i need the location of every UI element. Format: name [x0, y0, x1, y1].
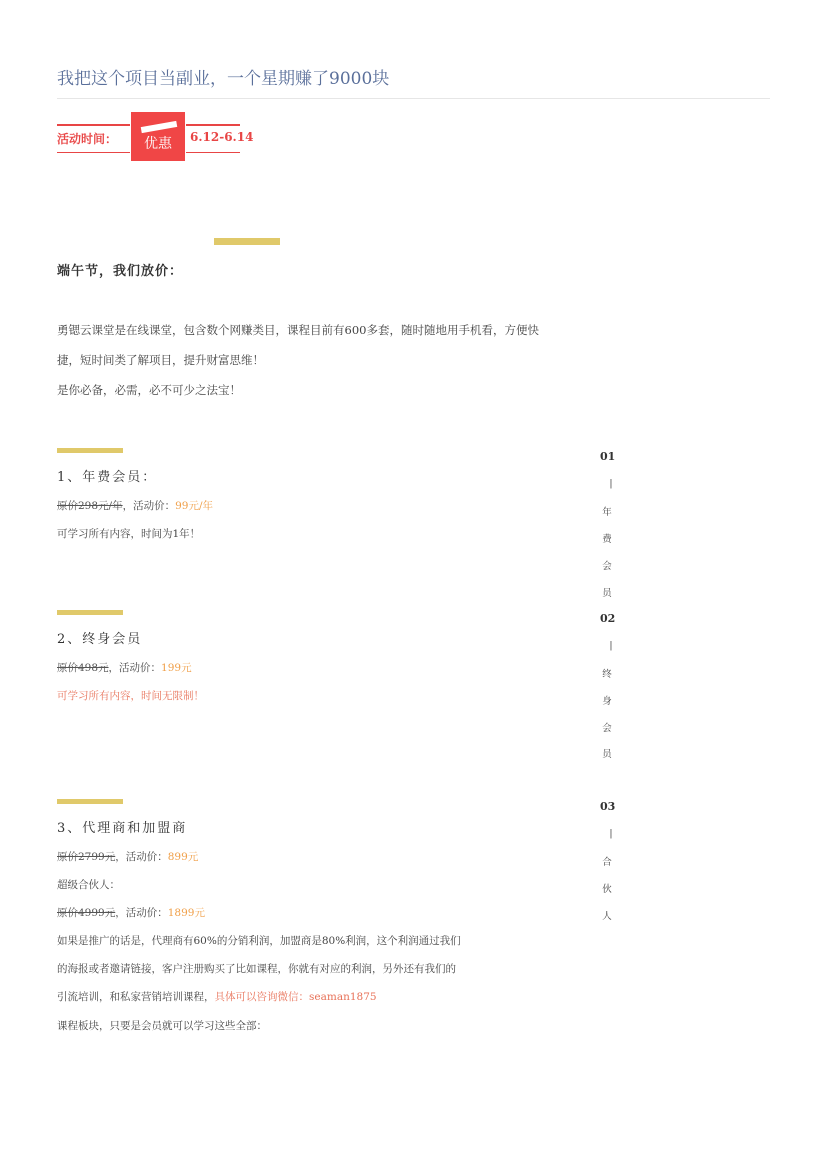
section-2-note: 可学习所有内容，时间无限制！: [57, 690, 204, 702]
side-nav-1-char: |: [609, 478, 613, 489]
side-nav-1-char: 费: [602, 534, 612, 545]
side-nav-3-number: 03: [600, 800, 616, 813]
side-nav-2-char: 身: [602, 696, 612, 707]
promo-badge: 优惠: [131, 112, 185, 161]
title-divider: [57, 98, 770, 99]
section-3-heading: 3、代理商和加盟商: [57, 821, 188, 836]
section-3-para-3: [57, 989, 377, 1004]
side-nav-2-char: 会: [602, 723, 612, 734]
section-1-heading: 1、年费会员：: [57, 470, 158, 485]
intro-heading: 端午节，我们放价：: [57, 264, 184, 279]
side-nav-3-char: 合: [602, 857, 612, 868]
section-3-accent-bar: [57, 799, 123, 804]
section-3-price-sep: ，活动价：: [115, 851, 168, 863]
promo-date: 6.12-6.14: [190, 130, 254, 144]
section-3-partner-price-sep: ，活动价：: [115, 907, 168, 919]
side-nav-1-number: 01: [600, 450, 616, 463]
intro-line-2: 捷，短时间类了解项目，提升财富思维！: [57, 353, 264, 367]
section-3-sub-label: 超级合伙人：: [57, 879, 120, 891]
promo-line-right: [186, 124, 240, 126]
section-2-price-line: [57, 660, 192, 675]
section-1-original-price: 原价298元/年: [57, 500, 123, 512]
page-title: 我把这个项目当副业，一个星期赚了9000块: [57, 69, 390, 89]
promo-label: 活动时间：: [57, 132, 118, 146]
section-3-partner-original-price: 原价4999元: [57, 907, 116, 919]
section-2-price-sep: ，活动价：: [108, 662, 162, 674]
promo-line-left: [57, 124, 130, 126]
section-2-accent-bar: [57, 610, 123, 615]
section-2-heading: 2、终身会员: [57, 632, 143, 647]
side-nav-2-char: 终: [602, 669, 612, 680]
section-3-para-1: 如果是推广的话是，代理商有60%的分销利润，加盟商是80%利润，这个利润通过我们: [57, 935, 461, 947]
section-3-partner-price-line: [57, 905, 205, 920]
section-2-sale-price: 199元: [161, 662, 192, 674]
intro-accent-bar: [214, 238, 280, 245]
intro-line-3: 是你必备，必需，必不可少之法宝！: [57, 383, 241, 397]
contact-wechat: 具体可以咨询微信：seaman1875: [214, 991, 377, 1003]
section-3-para-3-text: 引流培训，和私家营销培训课程，: [57, 991, 215, 1003]
section-3-partner-sale-price: 1899元: [167, 907, 205, 919]
side-nav-1-char: 会: [602, 561, 612, 572]
side-nav-3-char: |: [609, 828, 613, 839]
side-nav-1-char: 年: [602, 507, 612, 518]
side-nav-3-char: 人: [602, 911, 612, 922]
side-nav-1-char: 员: [602, 588, 612, 599]
promo-line-left-bottom: [57, 152, 130, 153]
side-nav-2-char: 员: [602, 749, 612, 760]
intro-line-1: 勇锶云课堂是在线课堂，包含数个网赚类目，课程目前有600多套，随时随地用手机看，方便快: [57, 323, 539, 337]
section-1-price-sep: ，活动价：: [122, 500, 176, 512]
section-3-price-line: [57, 849, 198, 864]
section-1-note: 可学习所有内容，时间为1年！: [57, 528, 201, 540]
section-1-accent-bar: [57, 448, 123, 453]
section-1-sale-price: 99元/年: [175, 500, 213, 512]
section-1-price-line: [57, 498, 213, 513]
promo-line-right-bottom: [186, 152, 240, 153]
section-3-para-2: 的海报或者邀请链接，客户注册购买了比如课程，你就有对应的利润，另外还有我们的: [57, 963, 456, 975]
section-3-para-4: 课程板块，只要是会员就可以学习这些全部：: [57, 1020, 267, 1032]
section-3-sale-price: 899元: [167, 851, 199, 863]
section-2-original-price: 原价498元: [57, 662, 109, 674]
side-nav-3-char: 伙: [602, 884, 612, 895]
side-nav-2-number: 02: [600, 612, 616, 625]
section-3-original-price: 原价2799元: [57, 851, 116, 863]
side-nav-2-char: |: [609, 640, 613, 651]
